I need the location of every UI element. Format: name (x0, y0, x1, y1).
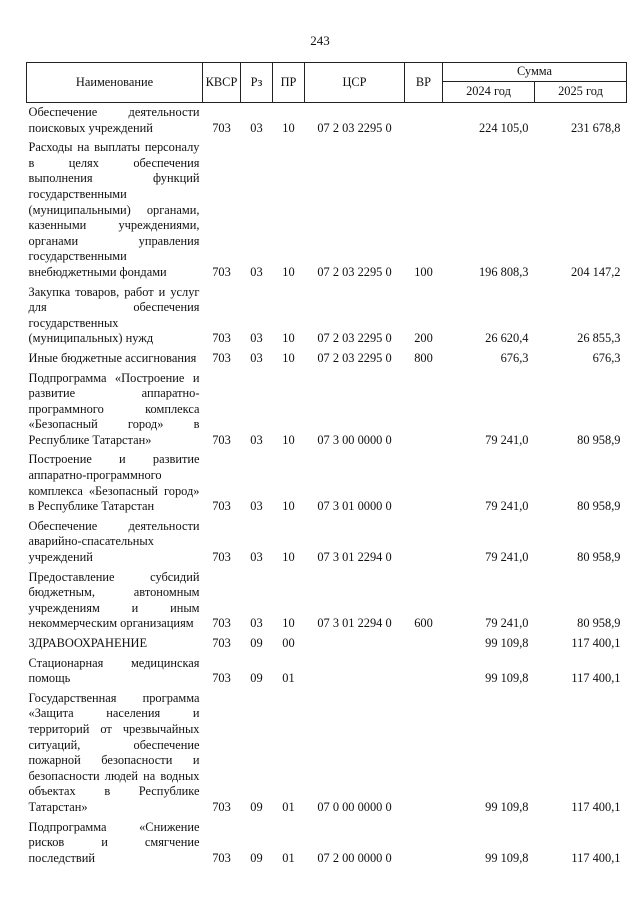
cell-csr: 07 2 03 2295 0 (317, 264, 392, 279)
cell-vr: 100 (414, 264, 433, 279)
cell-2024: 79 241,0 (485, 432, 529, 447)
cell-pr: 01 (282, 799, 295, 814)
cell-pr: 10 (282, 550, 295, 565)
cell-csr: 07 0 00 0000 0 (317, 799, 392, 814)
cell-vr (405, 818, 443, 869)
cell-vr: 600 (414, 616, 433, 631)
col-header-name: Наименование (27, 63, 203, 103)
cell-2025: 80 958,9 (577, 550, 621, 565)
cell-pr: 01 (282, 850, 295, 865)
cell-2024: 224 105,0 (478, 120, 529, 135)
cell-2024: 99 109,8 (485, 799, 529, 814)
cell-kvsr: 703 (212, 264, 231, 279)
cell-rz: 09 (250, 799, 263, 814)
table-row (27, 689, 627, 818)
cell-name: Построение и развитие аппаратно-программного комплекса «Безопасный город» в Республике Татарстан (28, 452, 200, 514)
cell-2025: 117 400,1 (571, 799, 621, 814)
table-row (27, 369, 627, 451)
cell-2025: 80 958,9 (577, 432, 621, 447)
col-header-pr: ПР (273, 63, 305, 103)
cell-rz: 03 (250, 550, 263, 565)
cell-kvsr: 703 (212, 120, 231, 135)
table-row (27, 103, 627, 139)
cell-vr: 200 (414, 331, 433, 346)
cell-2025: 117 400,1 (571, 850, 621, 865)
table-row (27, 568, 627, 634)
cell-vr (405, 689, 443, 818)
cell-kvsr: 703 (212, 799, 231, 814)
cell-pr: 10 (282, 331, 295, 346)
col-header-kvsr: КВСР (203, 63, 241, 103)
cell-csr: 07 3 01 2294 0 (317, 550, 392, 565)
col-header-csr: ЦСР (305, 63, 405, 103)
cell-2025: 80 958,9 (577, 499, 621, 514)
cell-vr (405, 654, 443, 689)
cell-pr: 10 (282, 432, 295, 447)
cell-name: Предоставление субсидий бюджетным, автономным учреждениям и иным некоммерческим организациям (28, 569, 200, 631)
cell-pr: 10 (282, 350, 295, 365)
table-row (27, 517, 627, 568)
cell-2025: 26 855,3 (577, 331, 621, 346)
table-row (27, 634, 627, 654)
cell-rz: 03 (250, 120, 263, 135)
cell-rz: 09 (250, 850, 263, 865)
col-header-2024: 2024 год (443, 82, 535, 103)
cell-rz: 03 (250, 432, 263, 447)
page-number: 243 (310, 33, 330, 48)
cell-pr: 10 (282, 499, 295, 514)
cell-name: Стационарная медицинская помощь (28, 655, 200, 686)
cell-kvsr: 703 (212, 636, 231, 650)
cell-2024: 79 241,0 (485, 616, 529, 631)
cell-pr: 10 (282, 616, 295, 631)
cell-2025: 231 678,8 (570, 120, 621, 135)
cell-pr: 01 (282, 671, 295, 686)
cell-2025: 204 147,2 (570, 264, 621, 279)
table-row (27, 450, 627, 516)
cell-vr (405, 450, 443, 516)
cell-rz: 03 (250, 331, 263, 346)
cell-kvsr: 703 (212, 499, 231, 514)
cell-kvsr: 703 (212, 432, 231, 447)
cell-pr: 10 (282, 120, 295, 135)
cell-csr: 07 2 03 2295 0 (317, 331, 392, 346)
cell-2025: 80 958,9 (577, 616, 621, 631)
cell-csr: 07 2 00 0000 0 (317, 850, 392, 865)
table-row (27, 349, 627, 369)
col-header-2025: 2025 год (535, 82, 627, 103)
cell-2024: 196 808,3 (478, 264, 529, 279)
cell-csr: 07 2 03 2295 0 (317, 350, 392, 365)
cell-2024: 99 109,8 (485, 671, 529, 686)
table-body (27, 103, 627, 869)
cell-vr (405, 634, 443, 654)
cell-2024: 99 109,8 (485, 636, 529, 650)
cell-name: Государственная программа «Защита населения и территорий от чрезвычайных ситуаций, обеспечение пожарной безопасности и безопасности людей на водных объектах в Республике Татарстан» (28, 690, 200, 814)
cell-kvsr: 703 (212, 331, 231, 346)
cell-name: Обеспечение деятельности поисковых учреждений (28, 105, 200, 135)
cell-rz: 03 (250, 350, 263, 365)
cell-name: ЗДРАВООХРАНЕНИЕ (28, 636, 148, 650)
cell-csr (305, 654, 405, 689)
cell-vr: 800 (414, 350, 433, 365)
cell-csr (305, 634, 405, 654)
budget-table (26, 62, 627, 868)
cell-2024: 676,3 (500, 350, 529, 365)
cell-kvsr: 703 (212, 550, 231, 565)
cell-name: Иные бюджетные ассигнования (28, 350, 197, 365)
col-header-sum: Сумма (443, 63, 627, 82)
col-header-vr: ВР (405, 63, 443, 103)
cell-name: Закупка товаров, работ и услуг для обеспечения государственных (муниципальных) нужд (28, 284, 200, 346)
cell-2024: 99 109,8 (485, 850, 529, 865)
cell-kvsr: 703 (212, 671, 231, 686)
cell-csr: 07 3 01 2294 0 (317, 616, 392, 631)
cell-pr: 10 (282, 264, 295, 279)
cell-kvsr: 703 (212, 350, 231, 365)
cell-vr (405, 517, 443, 568)
cell-rz: 09 (250, 636, 263, 650)
cell-name: Обеспечение деятельности аварийно-спасательных учреждений (28, 518, 200, 565)
cell-2024: 26 620,4 (485, 331, 529, 346)
cell-2025: 117 400,1 (571, 671, 621, 686)
cell-rz: 09 (250, 671, 263, 686)
cell-kvsr: 703 (212, 616, 231, 631)
cell-vr (405, 103, 443, 139)
table-row (27, 654, 627, 689)
cell-2024: 79 241,0 (485, 499, 529, 514)
cell-2024: 79 241,0 (485, 550, 529, 565)
cell-pr: 00 (282, 636, 295, 650)
cell-vr (405, 369, 443, 451)
cell-kvsr: 703 (212, 850, 231, 865)
table-row (27, 818, 627, 869)
cell-name: Расходы на выплаты персоналу в целях обеспечения выполнения функций государственными (муниципальными) органами, казенными учреждениями, органами управления государственными внебюджетными фондами (28, 140, 200, 279)
cell-2025: 117 400,1 (571, 636, 621, 650)
table-row (27, 283, 627, 349)
table-row (27, 138, 627, 282)
cell-rz: 03 (250, 499, 263, 514)
cell-csr: 07 3 00 0000 0 (317, 432, 392, 447)
col-header-rz: Рз (241, 63, 273, 103)
cell-csr: 07 2 03 2295 0 (317, 120, 392, 135)
cell-name: Подпрограмма «Снижение рисков и смягчение последствий (28, 819, 200, 865)
cell-name: Подпрограмма «Построение и развитие аппаратно-программного комплекса «Безопасный город» в Республике Татарстан» (28, 370, 200, 447)
cell-2025: 676,3 (592, 350, 621, 365)
cell-rz: 03 (250, 264, 263, 279)
cell-csr: 07 3 01 0000 0 (317, 499, 392, 514)
cell-rz: 03 (250, 616, 263, 631)
